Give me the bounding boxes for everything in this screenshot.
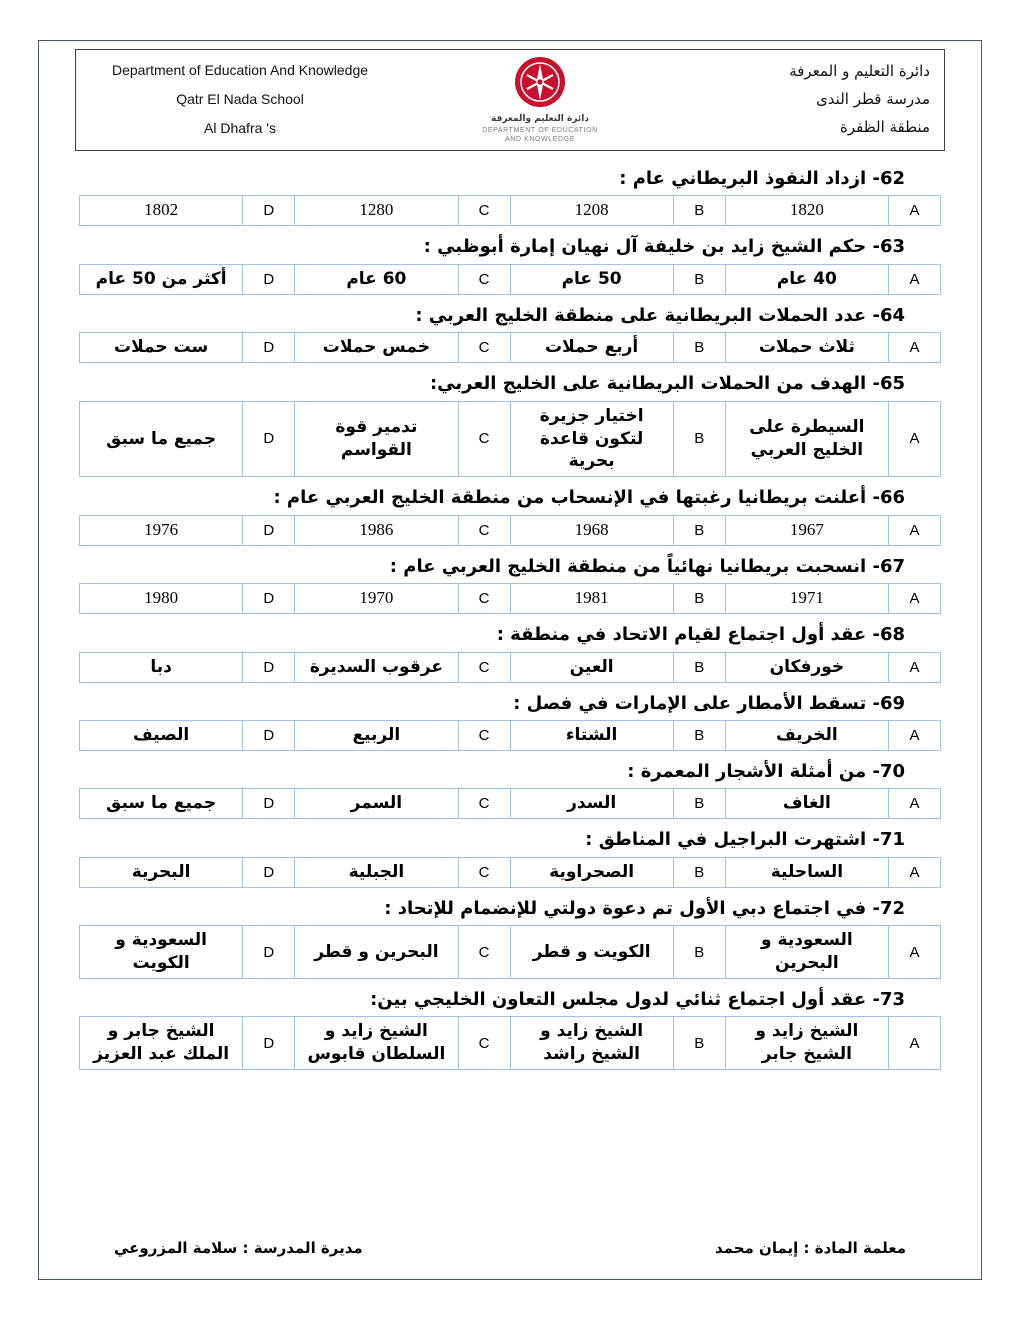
- answer-options-table: [79, 652, 941, 683]
- option-letter-b: B: [673, 401, 725, 477]
- option-letter-c: C: [458, 584, 510, 614]
- option-answer-b: العين: [510, 652, 673, 682]
- question-text: 64- عدد الحملات البريطانية على منطقة الخليج العربي :: [415, 304, 905, 326]
- question-text: 63- حكم الشيخ زايد بن خليفة آل نهيان إمارة أبوظبي :: [423, 236, 905, 258]
- option-letter-b: B: [673, 515, 725, 545]
- option-letter-c: C: [458, 720, 510, 750]
- option-letter-c: C: [458, 926, 510, 979]
- option-answer-b: اختيار جزيرة لتكون قاعدة بحرية: [510, 401, 673, 477]
- option-letter-c: C: [458, 1017, 510, 1070]
- option-answer-b: أربع حملات: [510, 333, 673, 363]
- option-answer-a: الساحلية: [725, 857, 888, 887]
- option-letter-b: B: [673, 1017, 725, 1070]
- answer-options-table: [79, 195, 941, 226]
- option-answer-a: السعودية و البحرين: [725, 926, 888, 979]
- logo-english-line2: AND KNOWLEDGE: [504, 136, 575, 143]
- question-block: [79, 372, 941, 477]
- option-letter-a: A: [889, 926, 941, 979]
- page-border-frame: [38, 40, 982, 1280]
- option-answer-c: تدمير قوة القواسم: [295, 401, 458, 477]
- option-answer-d: الشيخ جابر و الملك عبد العزيز: [80, 1017, 243, 1070]
- option-answer-d: 1976: [80, 515, 243, 545]
- option-letter-a: A: [889, 264, 941, 294]
- question-text: 73- عقد أول اجتماع ثنائي لدول مجلس التعاون الخليجي بين:: [370, 988, 905, 1010]
- answer-options-table: [79, 264, 941, 295]
- header-arabic-block: [690, 58, 930, 142]
- option-answer-b: الشيخ زايد و الشيخ راشد: [510, 1017, 673, 1070]
- option-letter-a: A: [889, 401, 941, 477]
- question-text: 71- اشتهرت البراجيل في المناطق :: [585, 829, 905, 851]
- answer-row: [80, 1017, 941, 1070]
- option-answer-b: الشتاء: [510, 720, 673, 750]
- option-answer-a: خورفكان: [725, 652, 888, 682]
- question-block: [79, 692, 941, 751]
- option-letter-d: D: [243, 401, 295, 477]
- option-letter-b: B: [673, 584, 725, 614]
- logo-english-text: [482, 126, 598, 144]
- option-answer-c: الشيخ زايد و السلطان قابوس: [295, 1017, 458, 1070]
- option-answer-b: 50 عام: [510, 264, 673, 294]
- option-answer-d: الصيف: [80, 720, 243, 750]
- option-answer-c: 1970: [295, 584, 458, 614]
- option-answer-c: الربيع: [295, 720, 458, 750]
- option-answer-c: خمس حملات: [295, 333, 458, 363]
- answer-row: [80, 333, 941, 363]
- option-letter-c: C: [458, 515, 510, 545]
- answer-row: [80, 196, 941, 226]
- principal-name: مديرة المدرسة : سلامة المزروعي: [114, 1239, 363, 1257]
- option-answer-c: 1280: [295, 196, 458, 226]
- option-letter-d: D: [243, 515, 295, 545]
- question-text: 65- الهدف من الحملات البريطانية على الخليج العربي:: [429, 373, 905, 395]
- question-block: [79, 988, 941, 1070]
- question-text: 68- عقد أول اجتماع لقيام الاتحاد في منطقة :: [496, 624, 905, 646]
- option-answer-c: البحرين و قطر: [295, 926, 458, 979]
- option-answer-c: 60 عام: [295, 264, 458, 294]
- question-block: [79, 623, 941, 682]
- logo-english-line1: DEPARTMENT OF EDUCATION: [482, 126, 598, 134]
- option-letter-a: A: [889, 720, 941, 750]
- answer-row: [80, 264, 941, 294]
- option-answer-b: الكويت و قطر: [510, 926, 673, 979]
- option-answer-b: 1208: [510, 196, 673, 226]
- option-letter-d: D: [243, 196, 295, 226]
- option-letter-c: C: [458, 264, 510, 294]
- answer-row: [80, 401, 941, 477]
- questions-list: [39, 167, 981, 1070]
- option-letter-a: A: [889, 196, 941, 226]
- option-answer-a: الخريف: [725, 720, 888, 750]
- answer-row: [80, 584, 941, 614]
- option-letter-d: D: [243, 584, 295, 614]
- answer-row: [80, 652, 941, 682]
- answer-options-table: [79, 720, 941, 751]
- header-logo-block: [440, 58, 640, 142]
- answer-options-table: [79, 857, 941, 888]
- question-block: [79, 555, 941, 614]
- option-answer-b: 1968: [510, 515, 673, 545]
- answer-row: [80, 857, 941, 887]
- school-name-en: Qatr El Nada School: [176, 91, 304, 107]
- question-text: 70- من أمثلة الأشجار المعمرة :: [627, 760, 905, 782]
- option-letter-b: B: [673, 926, 725, 979]
- option-letter-d: D: [243, 926, 295, 979]
- answer-options-table: [79, 925, 941, 979]
- option-letter-b: B: [673, 652, 725, 682]
- option-letter-a: A: [889, 515, 941, 545]
- answer-row: [80, 926, 941, 979]
- header: [75, 49, 945, 151]
- option-answer-d: جميع ما سبق: [80, 789, 243, 819]
- option-letter-b: B: [673, 196, 725, 226]
- department-name-en: Department of Education And Knowledge: [111, 62, 369, 78]
- question-block: [79, 235, 941, 294]
- question-text: 72- في اجتماع دبي الأول تم دعوة دولتي للإنضمام للإتحاد :: [384, 897, 905, 919]
- option-answer-d: 1802: [80, 196, 243, 226]
- option-answer-d: أكثر من 50 عام: [80, 264, 243, 294]
- answer-options-table: [79, 401, 941, 478]
- option-answer-b: 1981: [510, 584, 673, 614]
- option-letter-d: D: [243, 264, 295, 294]
- option-letter-c: C: [458, 196, 510, 226]
- option-answer-a: الغاف: [725, 789, 888, 819]
- option-letter-c: C: [458, 401, 510, 477]
- answer-row: [80, 720, 941, 750]
- option-answer-a: 40 عام: [725, 264, 888, 294]
- option-answer-a: 1820: [725, 196, 888, 226]
- option-answer-d: دبا: [80, 652, 243, 682]
- option-letter-a: A: [889, 652, 941, 682]
- question-text: 62- ازداد النفوذ البريطاني عام :: [619, 168, 905, 189]
- option-letter-d: D: [243, 720, 295, 750]
- option-answer-c: الجبلية: [295, 857, 458, 887]
- option-letter-c: C: [458, 789, 510, 819]
- question-text: 66- أعلنت بريطانيا رغبتها في الإنسحاب من منطقة الخليج العربي عام :: [273, 487, 905, 509]
- option-answer-c: عرقوب السديرة: [295, 652, 458, 682]
- option-letter-a: A: [889, 857, 941, 887]
- department-name-ar: دائرة التعليم و المعرفة: [789, 62, 930, 80]
- option-letter-d: D: [243, 857, 295, 887]
- answer-options-table: [79, 332, 941, 363]
- option-answer-d: ست حملات: [80, 333, 243, 363]
- answer-options-table: [79, 788, 941, 819]
- option-letter-d: D: [243, 789, 295, 819]
- adek-logo-icon: [514, 56, 566, 112]
- header-english-block: [90, 58, 390, 142]
- question-block: [79, 828, 941, 887]
- option-answer-c: 1986: [295, 515, 458, 545]
- teacher-name: معلمة المادة : إيمان محمد: [714, 1239, 906, 1257]
- option-letter-d: D: [243, 333, 295, 363]
- logo-arabic-text: دائرة التعليم والمعرفة: [490, 113, 589, 124]
- option-letter-a: A: [889, 333, 941, 363]
- region-name-en: Al Dhafra 's: [204, 120, 276, 136]
- answer-row: [80, 515, 941, 545]
- option-answer-a: 1967: [725, 515, 888, 545]
- option-letter-b: B: [673, 789, 725, 819]
- region-name-ar: منطقة الظفرة: [839, 118, 930, 136]
- option-letter-b: B: [673, 857, 725, 887]
- option-answer-b: السدر: [510, 789, 673, 819]
- question-block: [79, 897, 941, 979]
- option-letter-d: D: [243, 1017, 295, 1070]
- question-text: 67- انسحبت بريطانيا نهائياً من منطقة الخليج العربي عام :: [389, 555, 905, 577]
- option-answer-a: ثلاث حملات: [725, 333, 888, 363]
- option-letter-d: D: [243, 652, 295, 682]
- option-answer-d: السعودية و الكويت: [80, 926, 243, 979]
- option-letter-b: B: [673, 720, 725, 750]
- option-letter-a: A: [889, 1017, 941, 1070]
- option-answer-c: السمر: [295, 789, 458, 819]
- option-letter-c: C: [458, 333, 510, 363]
- question-block: [79, 760, 941, 819]
- option-letter-a: A: [889, 584, 941, 614]
- option-answer-a: 1971: [725, 584, 888, 614]
- option-letter-a: A: [889, 789, 941, 819]
- answer-options-table: [79, 583, 941, 614]
- question-text: 69- تسقط الأمطار على الإمارات في فصل :: [513, 692, 905, 714]
- question-block: [79, 304, 941, 363]
- footer: [39, 1239, 981, 1257]
- option-letter-b: B: [673, 333, 725, 363]
- answer-row: [80, 789, 941, 819]
- question-block: [79, 167, 941, 226]
- option-letter-b: B: [673, 264, 725, 294]
- option-answer-d: 1980: [80, 584, 243, 614]
- answer-options-table: [79, 515, 941, 546]
- option-letter-c: C: [458, 652, 510, 682]
- option-answer-d: البحرية: [80, 857, 243, 887]
- option-answer-a: الشيخ زايد و الشيخ جابر: [725, 1017, 888, 1070]
- option-answer-b: الصحراوية: [510, 857, 673, 887]
- answer-options-table: [79, 1016, 941, 1070]
- question-block: [79, 486, 941, 545]
- option-answer-a: السيطرة على الخليج العربي: [725, 401, 888, 477]
- school-name-ar: مدرسة قطر الندى: [816, 90, 930, 108]
- option-answer-d: جميع ما سبق: [80, 401, 243, 477]
- option-letter-c: C: [458, 857, 510, 887]
